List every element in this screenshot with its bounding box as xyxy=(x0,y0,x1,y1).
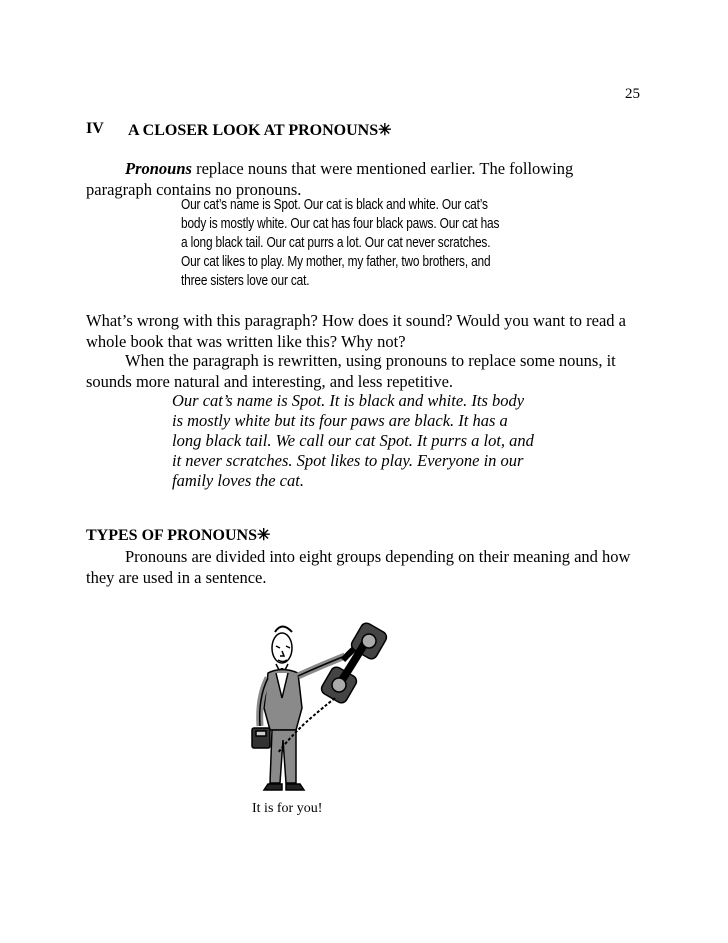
rewrite-line: sounds more natural and interesting, and less repetitive. xyxy=(86,372,454,391)
question-line: whole book that was written like this? Why not? xyxy=(86,332,406,351)
intro-line-2: paragraph contains no pronouns. xyxy=(86,180,302,199)
illustration-caption: It is for you! xyxy=(252,801,323,816)
types-heading-text: TYPES OF PRONOUNS xyxy=(86,527,257,544)
question-line: What’s wrong with this paragraph? How does it sound? Would you want to read a xyxy=(86,311,627,330)
section-numeral: IV xyxy=(86,120,104,137)
star-icon: ✳ xyxy=(378,122,392,139)
example-line: Our cat likes to play. My mother, my father, two brothers, and xyxy=(181,254,491,270)
man-with-telephone-illustration xyxy=(240,618,405,798)
types-text-line: Pronouns are divided into eight groups depending on their meaning and how xyxy=(125,547,631,566)
example-line: Our cat’s name is Spot. Our cat is black and white. Our cat’s xyxy=(181,197,488,213)
star-icon: ✳ xyxy=(256,527,271,544)
example-line: it never scratches. Spot likes to play. Everyone in our xyxy=(172,451,524,470)
page-number: 25 xyxy=(625,86,640,102)
example-line: a long black tail. Our cat purrs a lot. Our cat never scratches. xyxy=(181,235,491,251)
intro-line-1-text: replace nouns that were mentioned earlier. The following xyxy=(191,159,574,178)
rewrite-line: When the paragraph is rewritten, using pronouns to replace some nouns, it xyxy=(125,351,616,370)
example-line: three sisters love our cat. xyxy=(181,273,310,289)
example-line: family loves the cat. xyxy=(172,471,304,490)
types-text-line: they are used in a sentence. xyxy=(86,568,267,587)
types-heading xyxy=(86,525,270,545)
example-line: Our cat’s name is Spot. It is black and white. Its body xyxy=(172,391,525,410)
example-line: long black tail. We call our cat Spot. It purrs a lot, and xyxy=(172,431,534,450)
intro-line-1 xyxy=(125,158,573,179)
section-title-text: A CLOSER LOOK AT PRONOUNS xyxy=(128,122,379,139)
section-title xyxy=(128,120,392,140)
example-line: is mostly white but its four paws are black. It has a xyxy=(172,411,508,430)
example-line: body is mostly white. Our cat has four black paws. Our cat has xyxy=(181,216,500,232)
pronouns-term: Pronouns xyxy=(125,159,192,178)
